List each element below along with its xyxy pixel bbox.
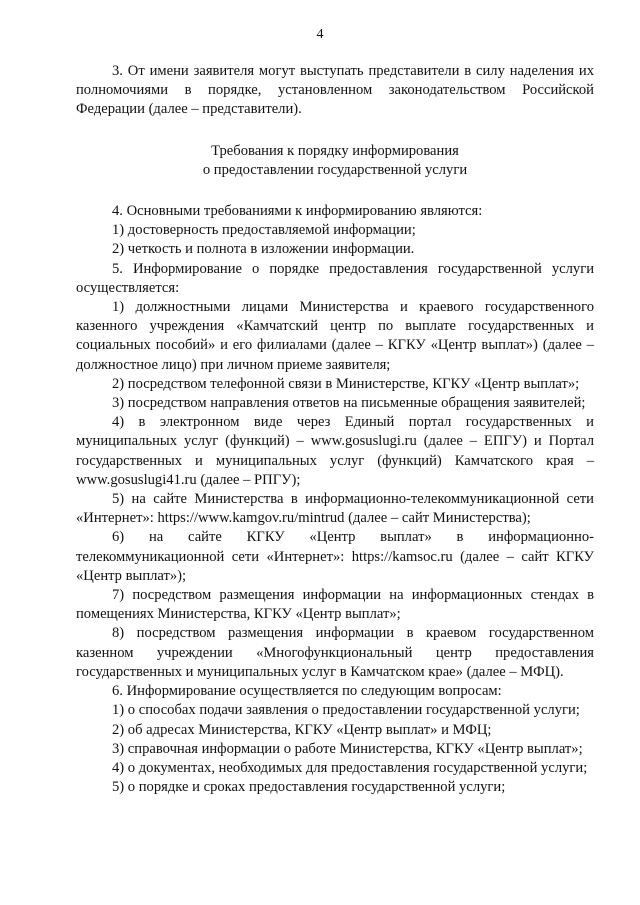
section-heading xyxy=(76,142,594,180)
document-body xyxy=(76,62,594,797)
paragraph: 8) посредством размещения информации в краевом государственном казенном учреждении «Многофункциональный центр предоставления государственных и муниципальных услуг в Камчатском крае» (далее – МФЦ). xyxy=(76,625,594,680)
section-heading-line-1: Требования к порядку информирования xyxy=(211,142,459,159)
paragraph: 4) в электронном виде через Единый портал государственных и муниципальных услуг (функций) – www.gosuslugi.ru (далее – ЕПГУ) и Портал государственных и муниципальных услуг (функций) Камчатского края – www.gosuslugi41.ru (далее – РПГУ); xyxy=(76,414,594,488)
paragraph: 1) достоверность предоставляемой информации; xyxy=(112,222,416,239)
paragraph: 6) на сайте КГКУ «Центр выплат» в информационно-телекоммуникационной сети «Интернет»: https://kamsoc.ru (далее – сайт КГКУ «Центр выплат»); xyxy=(76,529,594,584)
paragraph: 2) об адресах Министерства, КГКУ «Центр выплат» и МФЦ; xyxy=(112,721,492,738)
paragraph: 3) справочная информации о работе Министерства, КГКУ «Центр выплат»; xyxy=(112,740,583,757)
paragraph: 7) посредством размещения информации на информационных стендах в помещениях Министерства, КГКУ «Центр выплат»; xyxy=(76,587,594,623)
paragraph: 4. Основными требованиями к информированию являются: xyxy=(112,203,483,220)
paragraph: 1) должностными лицами Министерства и краевого государственного казенного учреждения «Камчатский центр по выплате государственных и социальных пособий» и его филиалами (далее – КГКУ «Центр выплат») (далее – должностное лицо) при личном приеме заявителя; xyxy=(76,299,594,373)
paragraph: 5) на сайте Министерства в информационно-телекоммуникационной сети «Интернет»: https://www.kamgov.ru/mintrud (далее – сайт Министерства); xyxy=(76,491,594,527)
page-number: 4 xyxy=(316,27,324,42)
paragraph: 5. Информирование о порядке предоставления государственной услуги осуществляется: xyxy=(76,260,594,296)
paragraph: 5) о порядке и сроках предоставления государственной услуги; xyxy=(112,779,506,796)
paragraph: 2) четкость и полнота в изложении информации. xyxy=(112,241,415,258)
paragraph: 6. Информирование осуществляется по следующим вопросам: xyxy=(112,683,502,700)
paragraph: 2) посредством телефонной связи в Министерстве, КГКУ «Центр выплат»; xyxy=(112,375,580,392)
paragraph: 3) посредством направления ответов на письменные обращения заявителей; xyxy=(112,395,586,412)
section-heading-line-2: о предоставлении государственной услуги xyxy=(202,161,468,178)
intro-paragraph: 3. От имени заявителя могут выступать представители в силу наделения их полномочиями в порядке, установленном законодательством Российской Федерации (далее – представители). xyxy=(76,63,594,118)
paragraph: 4) о документах, необходимых для предоставления государственной услуги; xyxy=(112,759,588,776)
paragraph: 1) о способах подачи заявления о предоставлении государственной услуги; xyxy=(112,702,580,719)
